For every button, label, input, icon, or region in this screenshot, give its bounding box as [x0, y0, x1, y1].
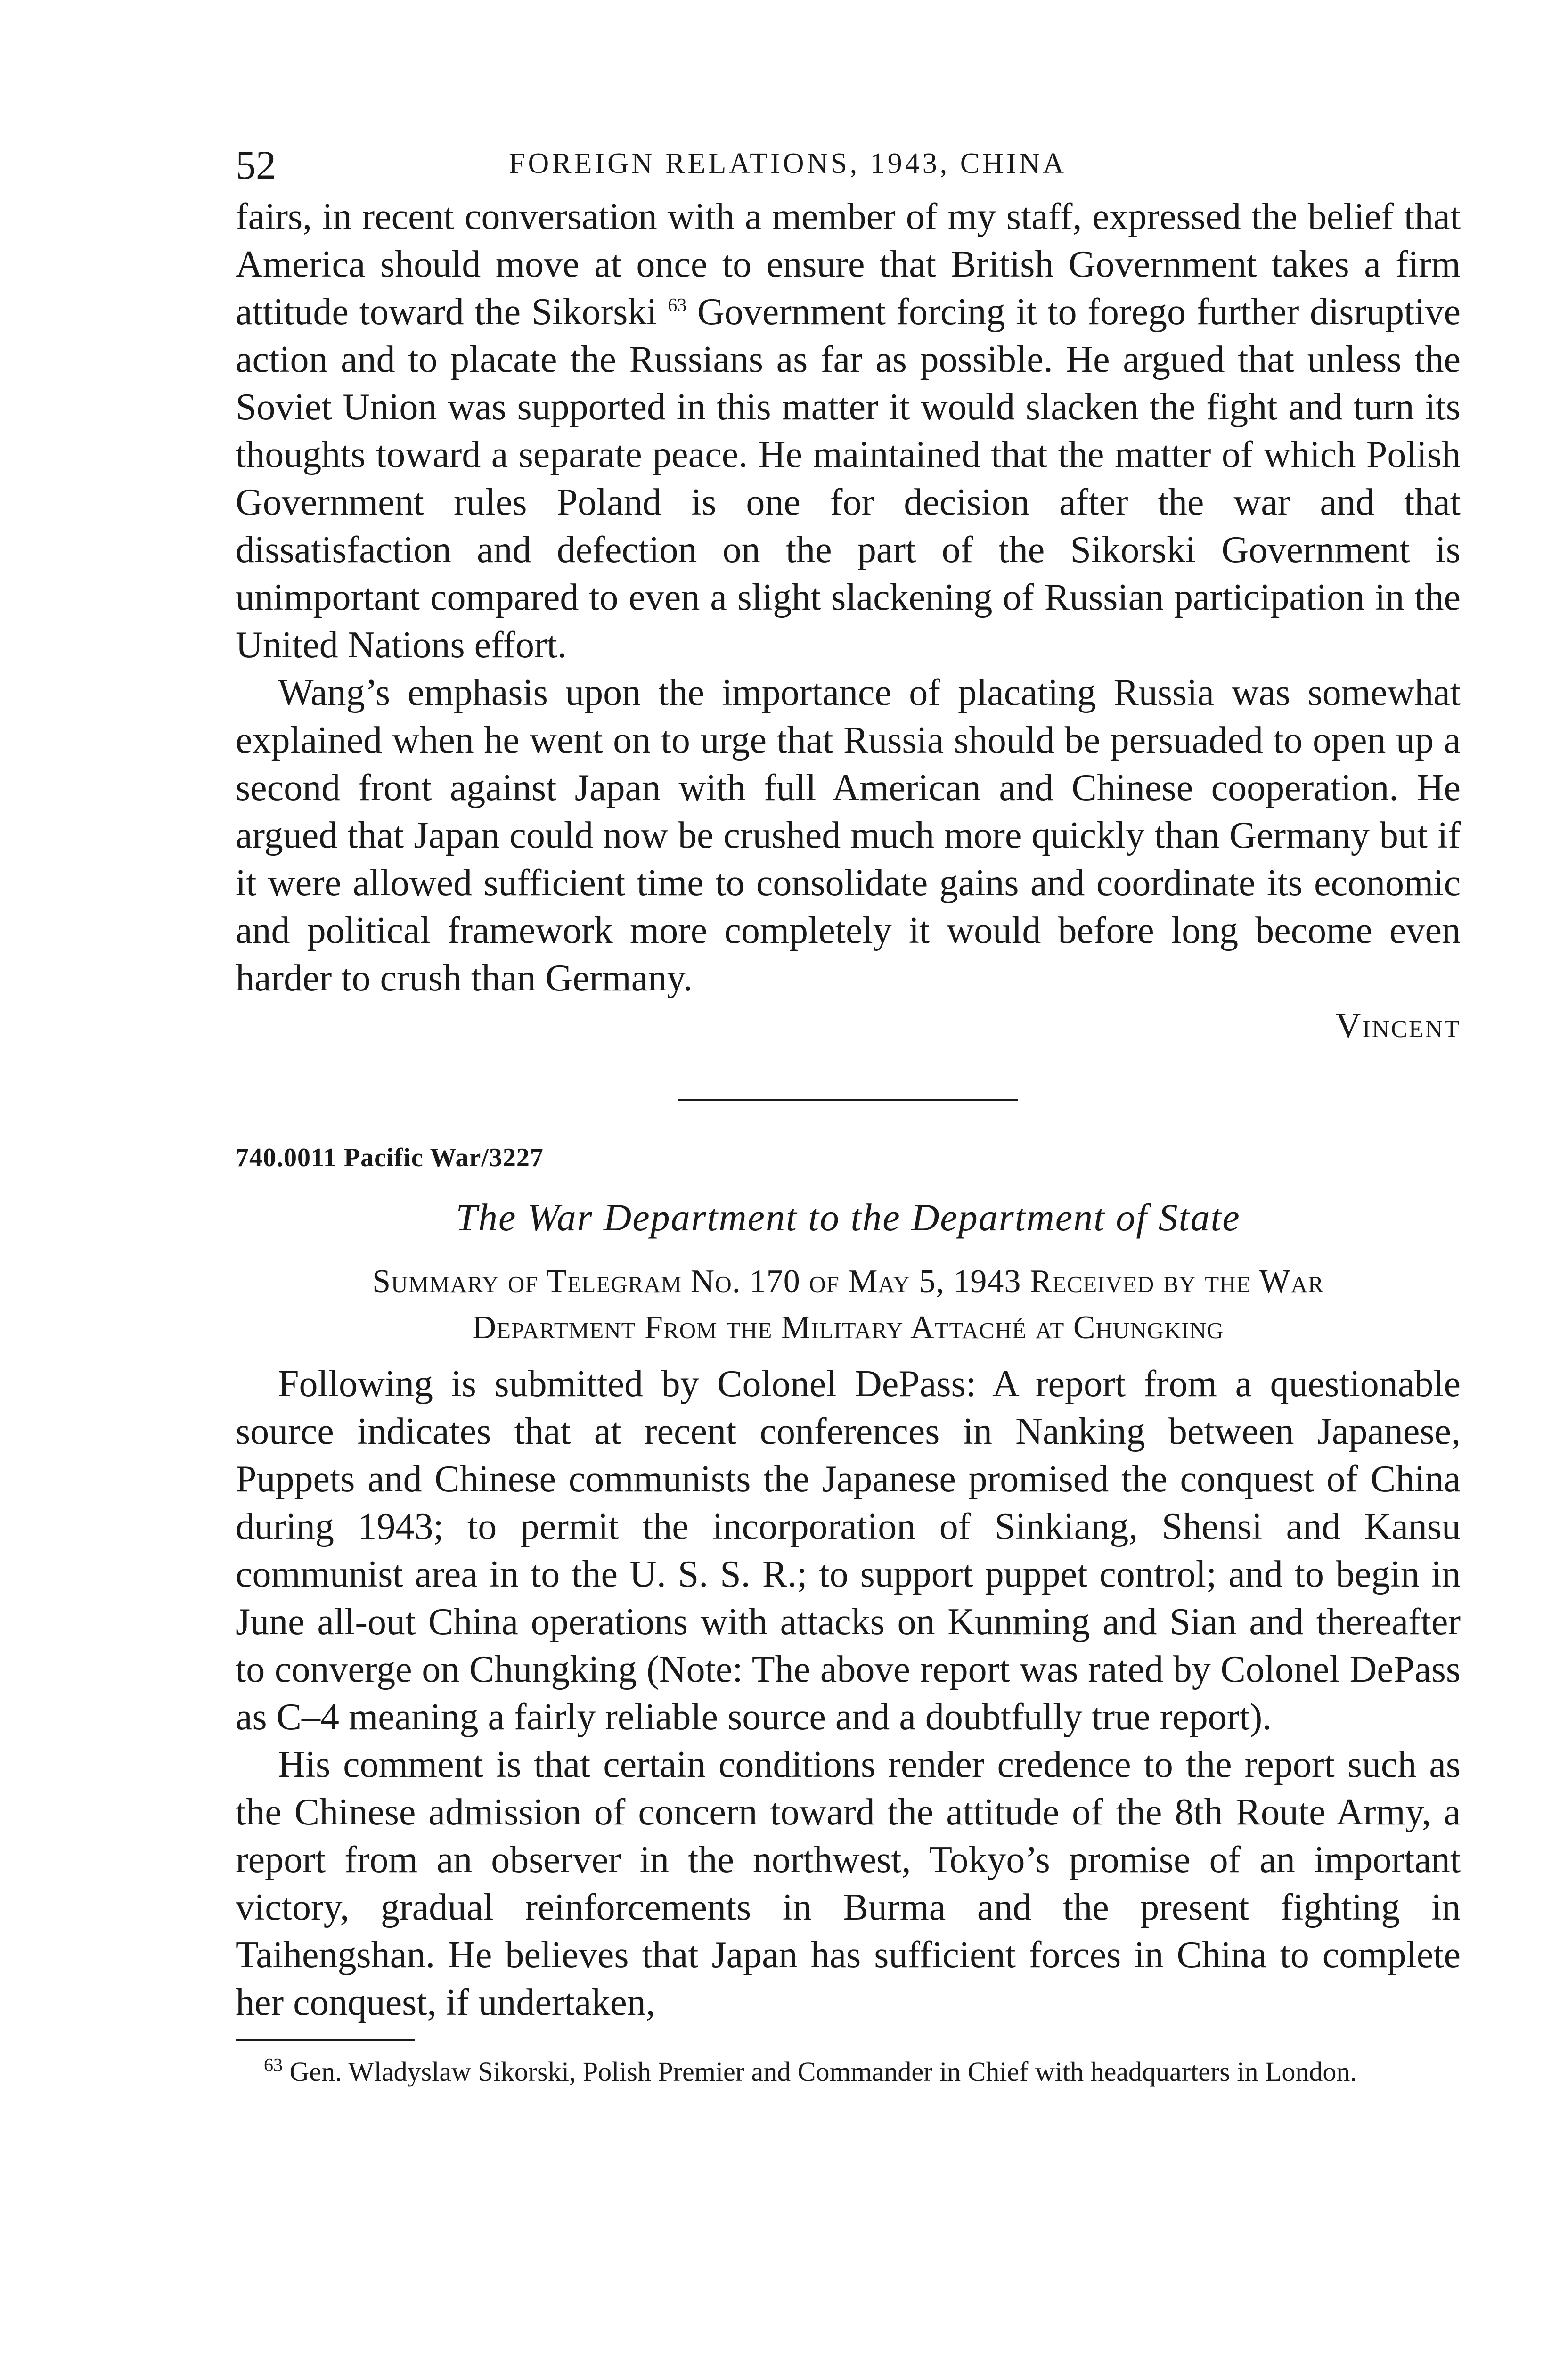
body-paragraph-1 [236, 193, 1461, 669]
running-title: FOREIGN RELATIONS, 1943, CHINA [509, 147, 1067, 180]
body-paragraph-4: His comment is that certain conditions render credence to the report such as the Chinese admission of concern toward the attitude of the 8th Route Army, a report from an observer in the northwest, Tokyo’s promise of an important victory, gradual reinforcements in Burma and the present fighting in Taihengshan. He believes that Japan has sufficient forces in China to complete her conquest, if undertaken, [236, 1744, 1461, 2023]
footnote-text: Gen. Wladyslaw Sikorski, Polish Premier and Commander in Chief with headquarters in London. [289, 2056, 1357, 2087]
footnote-marker: 63 [668, 294, 687, 316]
footnote-number: 63 [264, 2054, 283, 2076]
document-subtitle [236, 1259, 1461, 1351]
footnote-rule [236, 2039, 415, 2041]
signature: Vincent [1335, 1006, 1461, 1045]
document-page [236, 141, 1461, 2089]
document-title: The War Department to the Department of State [456, 1196, 1241, 1239]
footnote [236, 2055, 1461, 2089]
paragraph-text: Government forcing it to forego further disruptive action and to placate the Russians as far as possible. He argued that unless the Soviet Union was supported in this matter it would slacken the fight and turn its thoughts toward a separate peace. He maintained that the matter of which Polish Government rules Poland is one for decision after the war and that dissatisfaction and defection on the part of the Sikorski Government is unimportant compared to even a slight slackening of Russian participation in the United Nations effort. [236, 291, 1461, 666]
paragraph-text: fairs, in recent conversation with a member of my staff, expressed the belief that America should move at once to ensure that British Government takes a firm attitude toward the Sikorski [236, 196, 1461, 333]
subtitle-line-1: Summary of Telegram No. 170 of May 5, 1943 Received by the War [372, 1263, 1324, 1300]
page-number: 52 [236, 142, 276, 188]
body-paragraph-2: Wang’s emphasis upon the importance of placating Russia was somewhat explained when he went on to urge that Russia should be persuaded to open up a second front against Japan with full American and Chinese cooperation. He argued that Japan could now be crushed much more quickly than Germany but if it were allowed sufficient time to consolidate gains and coordinate its economic and political framework more completely it would before long become even harder to crush than Germany. [236, 672, 1461, 999]
running-header [236, 141, 1461, 193]
subtitle-line-2: Department From the Military Attaché at Chungking [472, 1309, 1224, 1346]
body-paragraph-3: Following is submitted by Colonel DePass: A report from a questionable source indicates that at recent conferences in Nanking between Japanese, Puppets and Chinese communists the Japanese promised the conquest of China during 1943; to permit the incorporation of Sinkiang, Shensi and Kansu communist area in to the U. S. S. R.; to support puppet control; and to begin in June all-out China operations with attacks on Kunming and Sian and thereafter to converge on Chungking (Note: The above report was rated by Colonel DePass as C–4 meaning a fairly reliable source and a doubtfully true report). [236, 1363, 1461, 1738]
file-reference: 740.0011 Pacific War/3227 [236, 1143, 544, 1172]
section-divider [678, 1099, 1018, 1101]
